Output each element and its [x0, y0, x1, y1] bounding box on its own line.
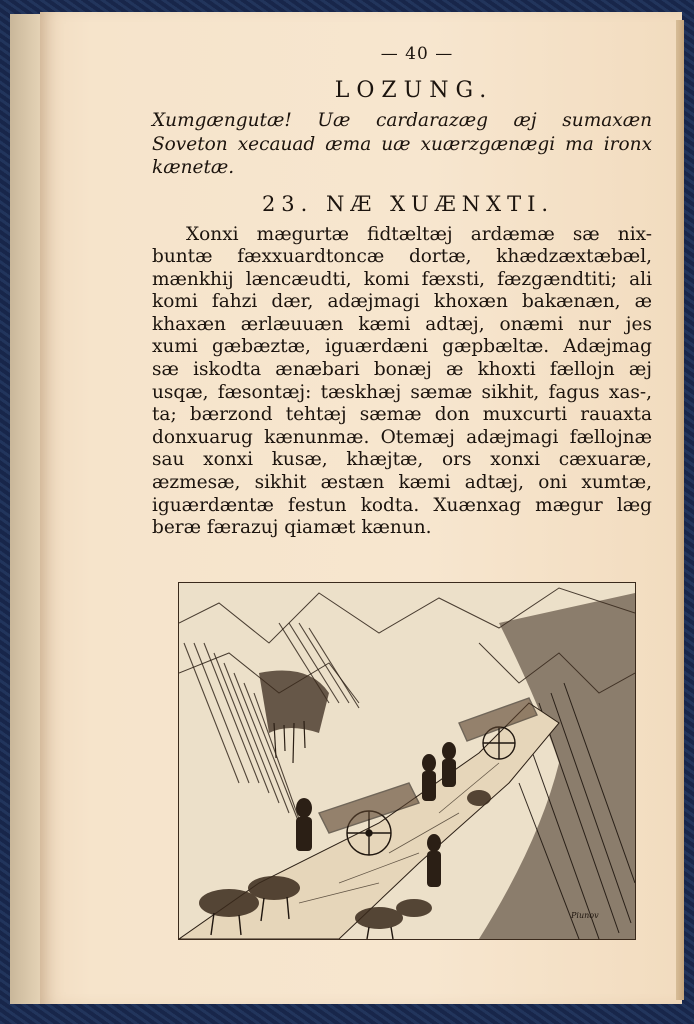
text-line: sau xonxi kusæ, khæjtæ, ors xonxi cæxuaræ,	[152, 449, 652, 471]
text-line: sæ iskodta ænæbari bonæj æ khoxti fællojn æj	[152, 359, 652, 381]
text-line: mænkhij læncæudti, komi fæxsti, fæzgændtiti; ali	[152, 268, 652, 290]
text-line: usqæ, fæsontæj: tæskhæj sæmæ sikhit, fagus xas-,	[152, 381, 652, 403]
text-line: iguærdæntæ festun kodta. Xuænxag mægur læg	[152, 494, 652, 516]
page-edge	[676, 20, 684, 1000]
text-line: buntæ fæxxuardtoncæ dortæ, khædzæxtæbæl,	[152, 246, 652, 268]
text-line: beræ færazuj qiamæt kænun.	[152, 517, 432, 539]
engraving-image	[179, 583, 635, 939]
mountain-road-illustration	[178, 582, 636, 940]
text-line: komi fahzi dær, adæjmagi khoxæn bakænæn, æ	[152, 291, 652, 313]
slogan-paragraph: Xumgængutæ! Uæ cardarazæg æj sumaxæn Soveton xecauad æma uæ xuærzgænægi ma ironx kænetæ.	[152, 110, 652, 178]
page-number: — 40 —	[380, 44, 454, 64]
chapter-title: 23. NÆ XUÆNXTI.	[261, 191, 555, 216]
text-line: æzmesæ, sikhit æstæn kæmi adtæj, oni xumtæ,	[152, 472, 652, 494]
body-paragraph	[152, 224, 652, 540]
text-line: xumi gæbæztæ, iguærdæni gæpbæltæ. Adæjmag	[152, 336, 652, 358]
section-title: LOZUNG.	[334, 78, 494, 103]
text-line: khaxæn ærlæuuæn kæmi adtæj, onæmi nur jes	[152, 313, 652, 335]
text-line: donxuarug kænunmæ. Otemæj adæjmagi fællojnæ	[152, 426, 652, 448]
text-line: Xonxi mægurtæ fidtæltæj ardæmæ sæ nix-	[186, 223, 652, 245]
text-line: ta; bærzond tehtæj sæmæ don muxcurti rauaxta	[152, 404, 652, 426]
page-content	[152, 44, 652, 540]
illustration-signature: Piunov	[571, 911, 599, 920]
